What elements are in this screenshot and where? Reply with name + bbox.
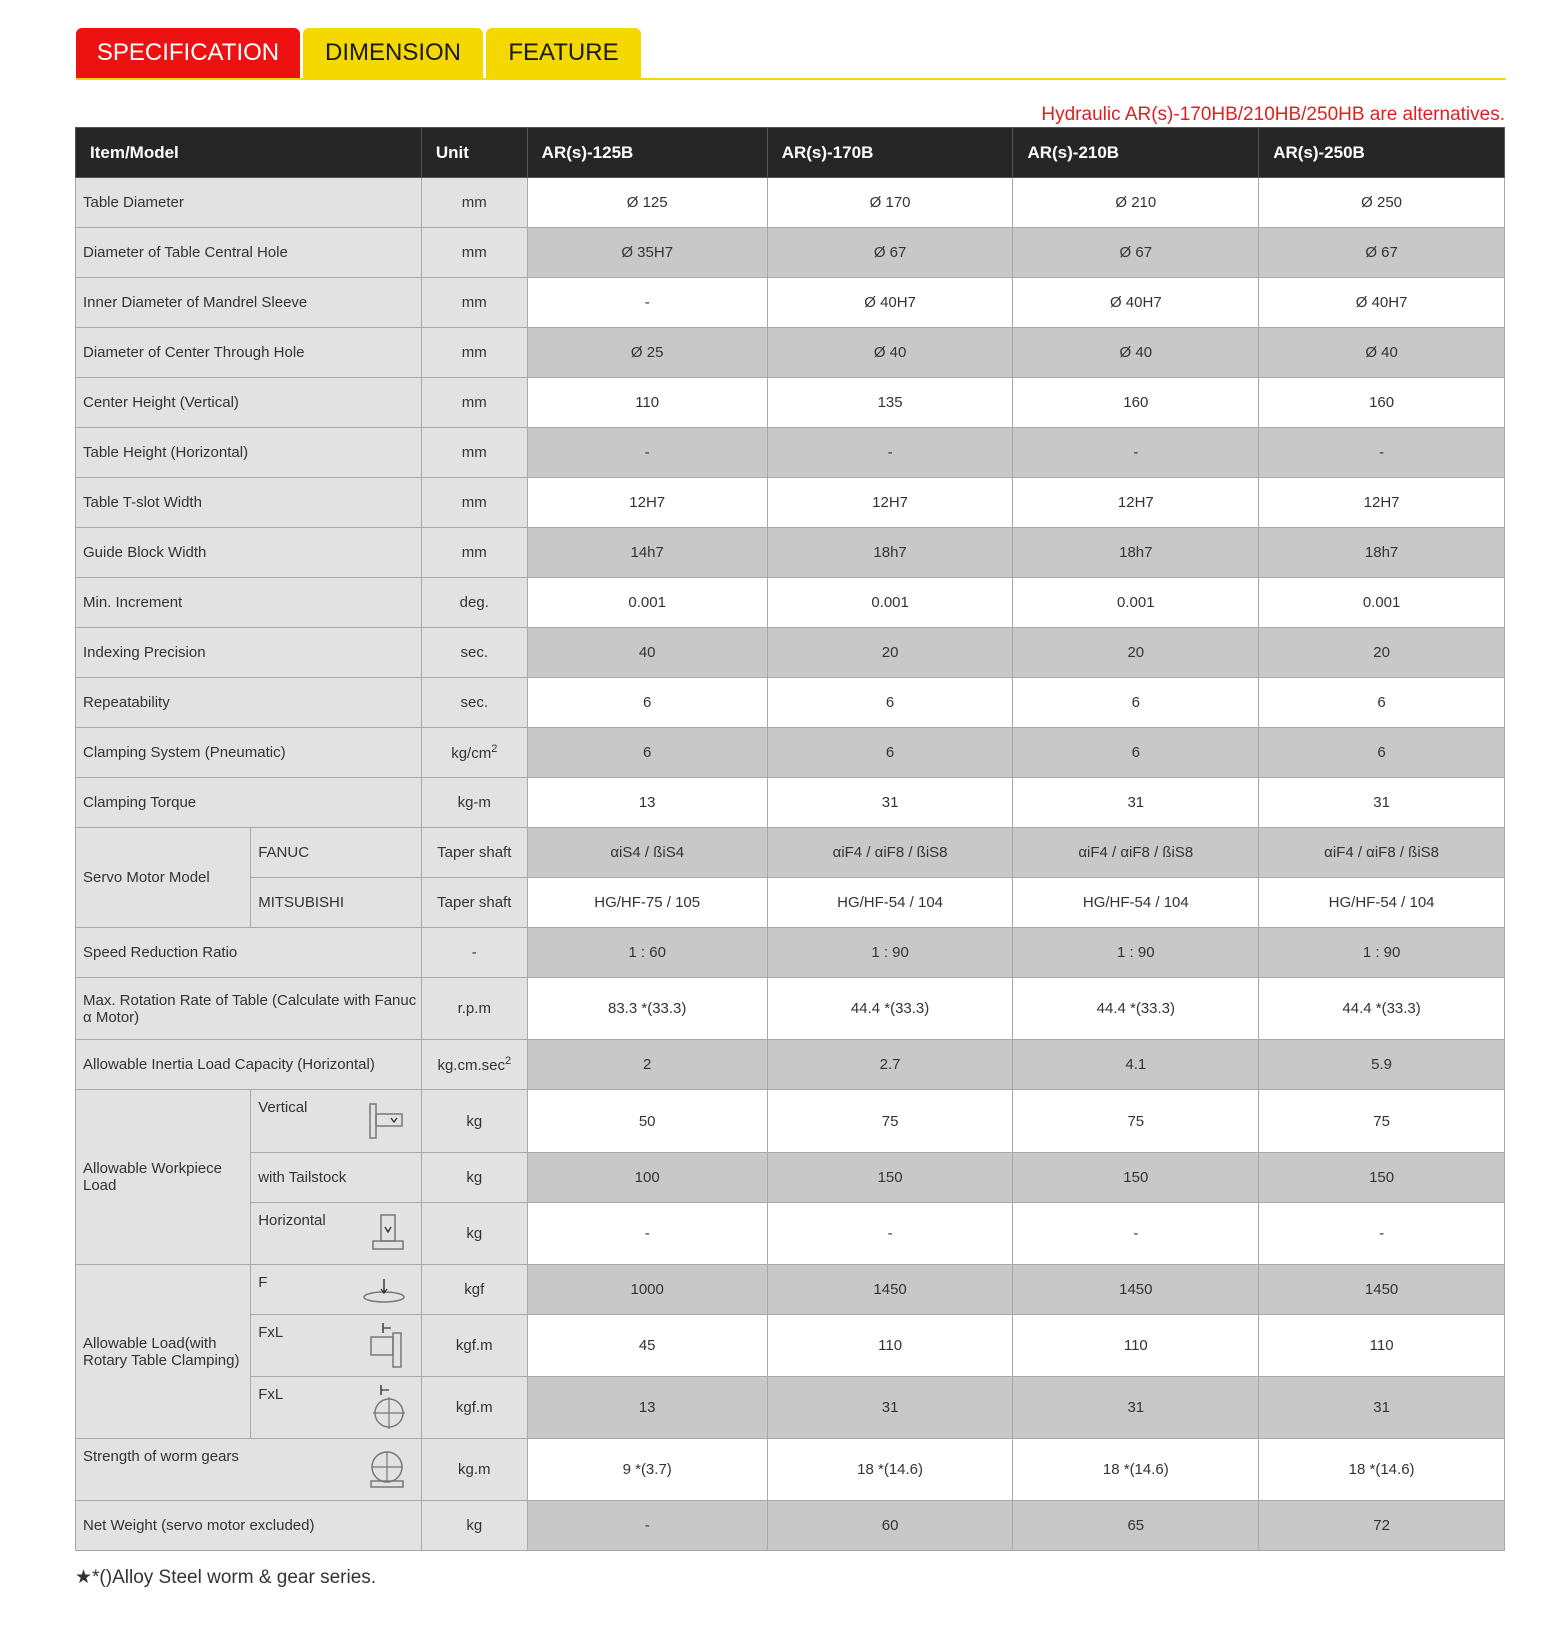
cell-value: 2 bbox=[527, 1040, 767, 1090]
row-label: Net Weight (servo motor excluded) bbox=[76, 1501, 422, 1551]
row-label: Allowable Inertia Load Capacity (Horizontal) bbox=[76, 1040, 422, 1090]
table-row bbox=[76, 1090, 1505, 1153]
table-row bbox=[76, 628, 1505, 678]
sub-label: F bbox=[258, 1274, 268, 1291]
table-row bbox=[76, 578, 1505, 628]
cell-value: 60 bbox=[767, 1501, 1013, 1551]
cell-value: - bbox=[767, 428, 1013, 478]
cell-value: 20 bbox=[767, 628, 1013, 678]
moment-front-icon bbox=[367, 1383, 407, 1431]
cell-value: αiF4 / αiF8 / ßiS8 bbox=[767, 828, 1013, 878]
cell-value: 31 bbox=[1259, 778, 1505, 828]
row-unit: kgf.m bbox=[421, 1315, 527, 1377]
cell-value: Ø 40H7 bbox=[1259, 278, 1505, 328]
table-row bbox=[76, 828, 1505, 878]
sub-label: FANUC bbox=[251, 828, 422, 878]
cell-value: - bbox=[1259, 1203, 1505, 1265]
cell-value: 1 : 90 bbox=[1259, 928, 1505, 978]
cell-value: 83.3 *(33.3) bbox=[527, 978, 767, 1040]
cell-value: 75 bbox=[1259, 1090, 1505, 1153]
row-label: Repeatability bbox=[76, 678, 422, 728]
cell-value: HG/HF-54 / 104 bbox=[1013, 878, 1259, 928]
cell-value: 18h7 bbox=[1013, 528, 1259, 578]
cell-value: 0.001 bbox=[527, 578, 767, 628]
cell-value: 18 *(14.6) bbox=[1013, 1439, 1259, 1501]
cell-value: Ø 210 bbox=[1013, 178, 1259, 228]
table-row bbox=[76, 528, 1505, 578]
cell-value: - bbox=[527, 1203, 767, 1265]
cell-value: 31 bbox=[1259, 1377, 1505, 1439]
cell-value: 31 bbox=[1013, 1377, 1259, 1439]
row-unit: kg.m bbox=[421, 1439, 527, 1501]
table-row bbox=[76, 1203, 1505, 1265]
table-row bbox=[76, 1315, 1505, 1377]
row-label: Inner Diameter of Mandrel Sleeve bbox=[76, 278, 422, 328]
cell-value: 100 bbox=[527, 1153, 767, 1203]
cell-value: 150 bbox=[767, 1153, 1013, 1203]
table-row bbox=[76, 1377, 1505, 1439]
cell-value: 6 bbox=[1013, 678, 1259, 728]
cell-value: Ø 67 bbox=[1259, 228, 1505, 278]
cell-value: Ø 250 bbox=[1259, 178, 1505, 228]
row-unit: kg bbox=[421, 1153, 527, 1203]
sub-label: Horizontal bbox=[258, 1212, 326, 1229]
horizontal-load-icon bbox=[369, 1213, 407, 1253]
cell-value: 1 : 90 bbox=[767, 928, 1013, 978]
table-row bbox=[76, 1439, 1505, 1501]
cell-value: 1 : 90 bbox=[1013, 928, 1259, 978]
cell-value: 44.4 *(33.3) bbox=[767, 978, 1013, 1040]
cell-value: 0.001 bbox=[1013, 578, 1259, 628]
row-unit bbox=[421, 1040, 527, 1090]
cell-value: 12H7 bbox=[527, 478, 767, 528]
row-label-cell bbox=[76, 1439, 422, 1501]
table-row bbox=[76, 328, 1505, 378]
axial-force-icon bbox=[361, 1275, 407, 1305]
unit-superscript: 2 bbox=[504, 1055, 512, 1067]
cell-value: Ø 67 bbox=[1013, 228, 1259, 278]
cell-value: Ø 67 bbox=[767, 228, 1013, 278]
row-unit: kgf.m bbox=[421, 1377, 527, 1439]
cell-value: HG/HF-54 / 104 bbox=[767, 878, 1013, 928]
tab-bar bbox=[76, 28, 1506, 80]
cell-value: HG/HF-54 / 104 bbox=[1259, 878, 1505, 928]
moment-side-icon bbox=[367, 1321, 407, 1369]
cell-value: 1000 bbox=[527, 1265, 767, 1315]
header-unit: Unit bbox=[421, 128, 527, 178]
tab-feature[interactable]: FEATURE bbox=[486, 28, 641, 78]
cell-value: 110 bbox=[1259, 1315, 1505, 1377]
table-row bbox=[76, 278, 1505, 328]
row-label: Allowable Load(with Rotary Table Clamping) bbox=[76, 1265, 251, 1439]
cell-value: HG/HF-75 / 105 bbox=[527, 878, 767, 928]
worm-gear-icon bbox=[367, 1447, 407, 1491]
unit-text: kg.cm.sec bbox=[437, 1057, 505, 1074]
table-row bbox=[76, 378, 1505, 428]
cell-value: 110 bbox=[767, 1315, 1013, 1377]
sub-label-cell bbox=[251, 1377, 422, 1439]
vertical-load-icon bbox=[367, 1102, 407, 1140]
row-unit: mm bbox=[421, 428, 527, 478]
cell-value: 6 bbox=[527, 728, 767, 778]
cell-value: 1450 bbox=[1013, 1265, 1259, 1315]
cell-value: 160 bbox=[1013, 378, 1259, 428]
table-row bbox=[76, 928, 1505, 978]
header-model: AR(s)-125B bbox=[527, 128, 767, 178]
row-unit: - bbox=[421, 928, 527, 978]
row-label: Table Height (Horizontal) bbox=[76, 428, 422, 478]
cell-value: 20 bbox=[1259, 628, 1505, 678]
cell-value: - bbox=[527, 1501, 767, 1551]
cell-value: 1450 bbox=[1259, 1265, 1505, 1315]
table-row bbox=[76, 678, 1505, 728]
cell-value: Ø 35H7 bbox=[527, 228, 767, 278]
cell-value: 50 bbox=[527, 1090, 767, 1153]
cell-value: Ø 40H7 bbox=[1013, 278, 1259, 328]
cell-value: 14h7 bbox=[527, 528, 767, 578]
cell-value: αiF4 / αiF8 / ßiS8 bbox=[1013, 828, 1259, 878]
row-label: Allowable Workpiece Load bbox=[76, 1090, 251, 1265]
row-label: Clamping System (Pneumatic) bbox=[76, 728, 422, 778]
table-row bbox=[76, 1265, 1505, 1315]
cell-value: 12H7 bbox=[1259, 478, 1505, 528]
cell-value: 6 bbox=[1259, 728, 1505, 778]
row-label: Servo Motor Model bbox=[76, 828, 251, 928]
cell-value: 45 bbox=[527, 1315, 767, 1377]
cell-value: 18h7 bbox=[767, 528, 1013, 578]
cell-value: 31 bbox=[767, 1377, 1013, 1439]
row-label: Max. Rotation Rate of Table (Calculate with Fanuc α Motor) bbox=[76, 978, 422, 1040]
cell-value: 18h7 bbox=[1259, 528, 1505, 578]
cell-value: 6 bbox=[767, 728, 1013, 778]
sub-label: with Tailstock bbox=[251, 1153, 422, 1203]
sub-label-cell bbox=[251, 1315, 422, 1377]
cell-value: - bbox=[527, 428, 767, 478]
cell-value: 2.7 bbox=[767, 1040, 1013, 1090]
table-row bbox=[76, 1040, 1505, 1090]
cell-value: 31 bbox=[767, 778, 1013, 828]
cell-value: Ø 40 bbox=[1259, 328, 1505, 378]
tab-specification[interactable]: SPECIFICATION bbox=[76, 28, 300, 78]
cell-value: 160 bbox=[1259, 378, 1505, 428]
row-label: Guide Block Width bbox=[76, 528, 422, 578]
row-unit bbox=[421, 728, 527, 778]
header-model: AR(s)-170B bbox=[767, 128, 1013, 178]
table-row bbox=[76, 778, 1505, 828]
row-unit: mm bbox=[421, 478, 527, 528]
row-unit: sec. bbox=[421, 678, 527, 728]
row-label: Table Diameter bbox=[76, 178, 422, 228]
cell-value: Ø 40 bbox=[1013, 328, 1259, 378]
cell-value: αiF4 / αiF8 / ßiS8 bbox=[1259, 828, 1505, 878]
cell-value: 6 bbox=[1013, 728, 1259, 778]
cell-value: 13 bbox=[527, 778, 767, 828]
table-row bbox=[76, 228, 1505, 278]
cell-value: 31 bbox=[1013, 778, 1259, 828]
row-unit: kg-m bbox=[421, 778, 527, 828]
cell-value: 110 bbox=[527, 378, 767, 428]
cell-value: 4.1 bbox=[1013, 1040, 1259, 1090]
table-row bbox=[76, 728, 1505, 778]
table-row bbox=[76, 978, 1505, 1040]
cell-value: 20 bbox=[1013, 628, 1259, 678]
cell-value: 135 bbox=[767, 378, 1013, 428]
row-unit: kgf bbox=[421, 1265, 527, 1315]
row-unit: kg bbox=[421, 1203, 527, 1265]
cell-value: 6 bbox=[1259, 678, 1505, 728]
cell-value: Ø 170 bbox=[767, 178, 1013, 228]
cell-value: 6 bbox=[767, 678, 1013, 728]
row-unit: mm bbox=[421, 378, 527, 428]
header-item: Item/Model bbox=[76, 128, 422, 178]
spec-table bbox=[75, 127, 1505, 1551]
cell-value: 5.9 bbox=[1259, 1040, 1505, 1090]
cell-value: 44.4 *(33.3) bbox=[1013, 978, 1259, 1040]
tab-dimension[interactable]: DIMENSION bbox=[303, 28, 483, 78]
cell-value: Ø 25 bbox=[527, 328, 767, 378]
header-model: AR(s)-210B bbox=[1013, 128, 1259, 178]
table-row bbox=[76, 478, 1505, 528]
cell-value: Ø 125 bbox=[527, 178, 767, 228]
row-unit: kg bbox=[421, 1090, 527, 1153]
cell-value: 12H7 bbox=[767, 478, 1013, 528]
cell-value: - bbox=[1259, 428, 1505, 478]
row-label: Diameter of Center Through Hole bbox=[76, 328, 422, 378]
cell-value: 44.4 *(33.3) bbox=[1259, 978, 1505, 1040]
cell-value: Ø 40H7 bbox=[767, 278, 1013, 328]
row-unit: sec. bbox=[421, 628, 527, 678]
row-label: Table T-slot Width bbox=[76, 478, 422, 528]
table-header-row bbox=[76, 128, 1505, 178]
row-label: Speed Reduction Ratio bbox=[76, 928, 422, 978]
cell-value: - bbox=[1013, 428, 1259, 478]
row-label: Min. Increment bbox=[76, 578, 422, 628]
unit-superscript: 2 bbox=[491, 743, 498, 755]
cell-value: Ø 40 bbox=[767, 328, 1013, 378]
cell-value: 0.001 bbox=[1259, 578, 1505, 628]
row-unit: Taper shaft bbox=[421, 828, 527, 878]
cell-value: 65 bbox=[1013, 1501, 1259, 1551]
row-label: Diameter of Table Central Hole bbox=[76, 228, 422, 278]
row-label: Indexing Precision bbox=[76, 628, 422, 678]
cell-value: 6 bbox=[527, 678, 767, 728]
sub-label-cell bbox=[251, 1090, 422, 1153]
table-row bbox=[76, 1501, 1505, 1551]
unit-text: kg/cm bbox=[451, 745, 492, 762]
alternatives-note: Hydraulic AR(s)-170HB/210HB/250HB are alternatives. bbox=[1041, 104, 1505, 125]
row-label: Center Height (Vertical) bbox=[76, 378, 422, 428]
sub-label: FxL bbox=[258, 1324, 284, 1341]
row-label: Clamping Torque bbox=[76, 778, 422, 828]
row-unit: mm bbox=[421, 328, 527, 378]
cell-value: 75 bbox=[1013, 1090, 1259, 1153]
table-row bbox=[76, 878, 1505, 928]
sub-label: MITSUBISHI bbox=[251, 878, 422, 928]
cell-value: 75 bbox=[767, 1090, 1013, 1153]
row-unit: r.p.m bbox=[421, 978, 527, 1040]
cell-value: 1 : 60 bbox=[527, 928, 767, 978]
table-row bbox=[76, 1153, 1505, 1203]
cell-value: 18 *(14.6) bbox=[1259, 1439, 1505, 1501]
header-model: AR(s)-250B bbox=[1259, 128, 1505, 178]
row-unit: kg bbox=[421, 1501, 527, 1551]
cell-value: 110 bbox=[1013, 1315, 1259, 1377]
sub-label: Vertical bbox=[258, 1099, 308, 1116]
sub-label-cell bbox=[251, 1265, 422, 1315]
footnote: ★*()Alloy Steel worm & gear series. bbox=[75, 1567, 377, 1588]
cell-value: - bbox=[527, 278, 767, 328]
cell-value: - bbox=[767, 1203, 1013, 1265]
cell-value: 9 *(3.7) bbox=[527, 1439, 767, 1501]
cell-value: 13 bbox=[527, 1377, 767, 1439]
row-unit: mm bbox=[421, 178, 527, 228]
cell-value: αiS4 / ßiS4 bbox=[527, 828, 767, 878]
row-unit: Taper shaft bbox=[421, 878, 527, 928]
cell-value: - bbox=[1013, 1203, 1259, 1265]
table-row bbox=[76, 178, 1505, 228]
row-unit: mm bbox=[421, 228, 527, 278]
sub-label-cell bbox=[251, 1203, 422, 1265]
row-label: Strength of worm gears bbox=[83, 1448, 239, 1465]
sub-label: FxL bbox=[258, 1386, 284, 1403]
cell-value: 72 bbox=[1259, 1501, 1505, 1551]
row-unit: mm bbox=[421, 278, 527, 328]
row-unit: mm bbox=[421, 528, 527, 578]
cell-value: 150 bbox=[1013, 1153, 1259, 1203]
table-row bbox=[76, 428, 1505, 478]
cell-value: 40 bbox=[527, 628, 767, 678]
cell-value: 1450 bbox=[767, 1265, 1013, 1315]
row-unit: deg. bbox=[421, 578, 527, 628]
cell-value: 150 bbox=[1259, 1153, 1505, 1203]
cell-value: 18 *(14.6) bbox=[767, 1439, 1013, 1501]
cell-value: 0.001 bbox=[767, 578, 1013, 628]
cell-value: 12H7 bbox=[1013, 478, 1259, 528]
